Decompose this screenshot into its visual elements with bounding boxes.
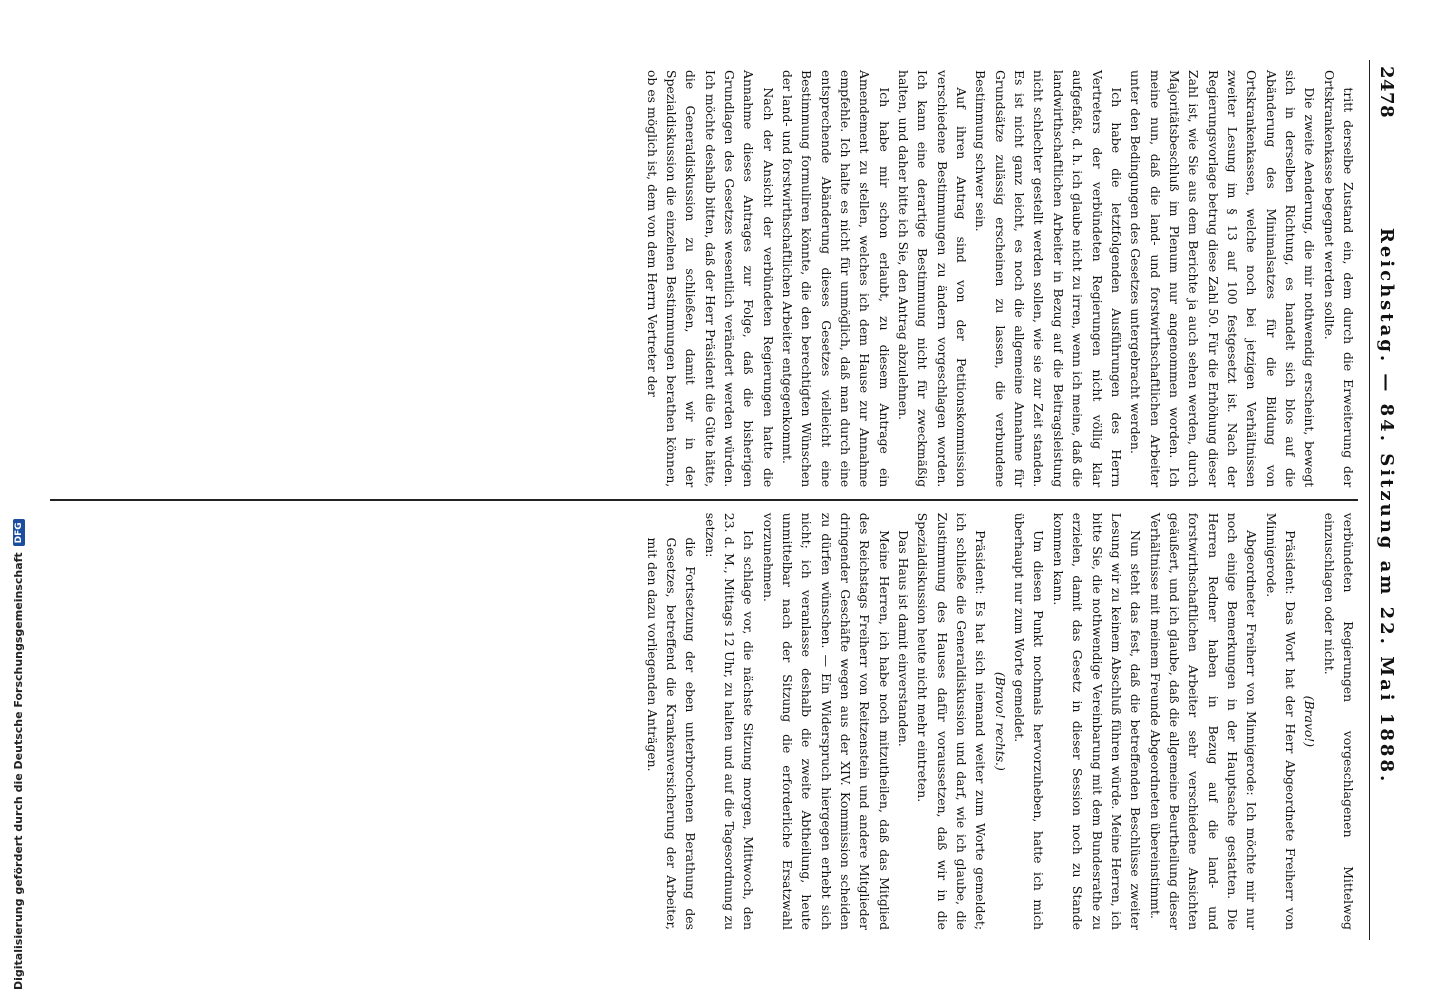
column-divider	[50, 499, 1358, 501]
page-number: 2478	[1376, 66, 1398, 119]
page-title: Reichstag. — 84. Sitzung am 22. Mai 1888.	[1376, 227, 1398, 785]
paragraph: Das Haus ist damit einverstanden.	[896, 530, 912, 747]
applause-note: (Bravo!)	[1302, 695, 1318, 748]
paragraph: Ich habe die letztfolgenden Ausführungen des Herrn Vertreters der verbündeten Regierungen nicht völlig klar aufgefaßt, d. h. ich glaube nicht zu irren, wenn ich meine, daß die landwirthschaftlichen Arbeiter in Bezug auf die Beitragsleistung nicht schlechter gestellt werden sollen, wie sie zur Zeit standen. Es ist nicht ganz leicht, es noch die allgemeine Annahme für Grundsätze zulässig erscheinen zu lassen, die verbundene Bestimmung schwer sein.	[973, 70, 1124, 488]
paragraph: Meine Herren, ich habe noch mitzutheilen, daß das Mitglied des Reichstags Freiherr von Reitzenstein und andere Mitglieder dringender Geschäfte wegen aus der XIV. Kommission scheiden zu dürfen wünschen. — Ein Widerspruch hiergegen erhebt sich nicht; ich veranlasse deshalb die zweite Abtheilung, heute unmittelbar nach der Sitzung die erforderliche Ersatzwahl vorzunehmen.	[760, 512, 892, 930]
paragraph: Nach der Ansicht der verbündeten Regierungen hatte die Annahme dieses Antrages zur Folge, daß die bisherigen Grundlagen des Gesetzes wesentlich verändert werden würden. Ich möchte deshalb bitten, daß der Herr Präsident die Güte hätte, die Generaldiskussion zu schließen, damit wir in der Spezialdiskussion die einzelnen Bestimmungen berathen können, ob es möglich ist, dem von dem Herrn Vertreter der	[644, 70, 776, 488]
speaker-paragraph: Abgeordneter Freiherr von Minnigerode: Ich möchte mir nur noch einige Bemerkungen in der Hauptsache gestatten. Die Herren Redner haben in Bezug auf die land- und forstwirthschaftlichen Arbeiter sehr verschiedene Ansichten geäußert, und ich glaube, daß die allgemeine Beurtheilung dieser Verhältnisse mit meinem Freunde Abgeordneten übereinstimmt.	[1147, 512, 1260, 930]
right-column	[50, 503, 1358, 940]
digitization-credit	[12, 0, 34, 1000]
speaker-paragraph: Präsident: Das Wort hat der Herr Abgeordnete Freiherr von Minnigerode.	[1263, 512, 1298, 930]
paragraph: Die zweite Aenderung, die mir nothwendig erscheint, bewegt sich in derselben Richtung, es handelt sich blos auf die Abänderung des Minimalsatzes für die Bildung von Ortskrankenkassen, welche noch bei jetzigen Verhältnissen zweiter Lesung im § 13 auf 100 festgesetzt ist. Nach der Regierungsvorlage betrug diese Zahl 50. Für die Erhöhung dieser Zahl ist, wie Sie aus dem Berichte ja auch sehen werden, durch Majoritätsbeschluß im Plenum nur angenommen worden. Ich meine nun, daß die land- und forstwirthschaftlichen Arbeiter unter den Bedingungen des Gesetzes untergebracht werden.	[1128, 70, 1318, 488]
text-columns	[50, 60, 1358, 940]
dfg-logo: DFG	[13, 519, 25, 546]
paragraph: Um diesen Punkt nochmals hervorzuheben, hatte ich mich überhaupt nur zum Worte gemeldet.	[1012, 512, 1047, 930]
page-body	[50, 60, 1404, 940]
agenda-item: die Fortsetzung der eben unterbrochenen Berathung des Gesetzes, betreffend die Krankenversicherung der Arbeiter, mit den dazu vorliegenden Anträgen.	[644, 537, 699, 930]
paragraph: Nun steht das fest, daß die betreffenden Beschlüsse zweiter Lesung wir zu keinem Abschluß führen würde. Meine Herren, ich bitte Sie, die nothwendige Vereinbarung mit dem Bundesrathe zu erzielen, damit das Gesetz in dieser Session noch zu Stande kommen kann.	[1050, 512, 1144, 930]
left-column	[50, 60, 1358, 497]
paragraph: Ich habe mir schon erlaubt, zu diesem Antrage ein Amendement zu stellen, welches ich dem Hause zur Annahme empfehle. Ich halte es nicht für unmöglich, daß man durch eine entsprechende Abänderung dieses Gesetzes vielleicht eine Bestimmung formuliren könnte, die den berechtigten Wünschen der land- und forstwirthschaftlichen Arbeiter entgegenkommt.	[780, 70, 892, 488]
speaker-paragraph: Präsident: Es hat sich niemand weiter zum Worte gemeldet; ich schließe die Generaldiskussion und darf, wie ich glaube, die Zustimmung des Hauses dafür voraussetzen, daß wir in die Spezialdiskussion heute nicht mehr eintreten.	[915, 512, 989, 930]
paragraph: Auf ihren Antrag sind von der Petitionskommission verschiedene Bestimmungen zu ändern vorgeschlagen worden. Ich kann eine derartige Bestimmung nicht für zweckmäßig halten, und daher bitte ich Sie, den Antrag abzulehnen.	[896, 70, 970, 488]
paragraph: tritt derselbe Zustand ein, dem durch die Erweiterung der Ortskrankenkasse begegnet werden sollte.	[1321, 70, 1356, 488]
paragraph: verbündeten Regierungen vorgeschlagenen Mittelweg einzuschlagen oder nicht.	[1321, 512, 1356, 930]
applause-note: (Bravo! rechts.)	[992, 671, 1008, 771]
page-header	[1369, 60, 1404, 940]
credit-text: Digitalisierung gefördert durch die Deutsche Forschungsgemeinschaft	[12, 552, 25, 990]
paragraph: Ich schlage vor, die nächste Sitzung morgen, Mittwoch, den 23. d. M., Mittags 12 Uhr, zu halten und auf die Tagesordnung zu setzen:	[702, 512, 757, 930]
